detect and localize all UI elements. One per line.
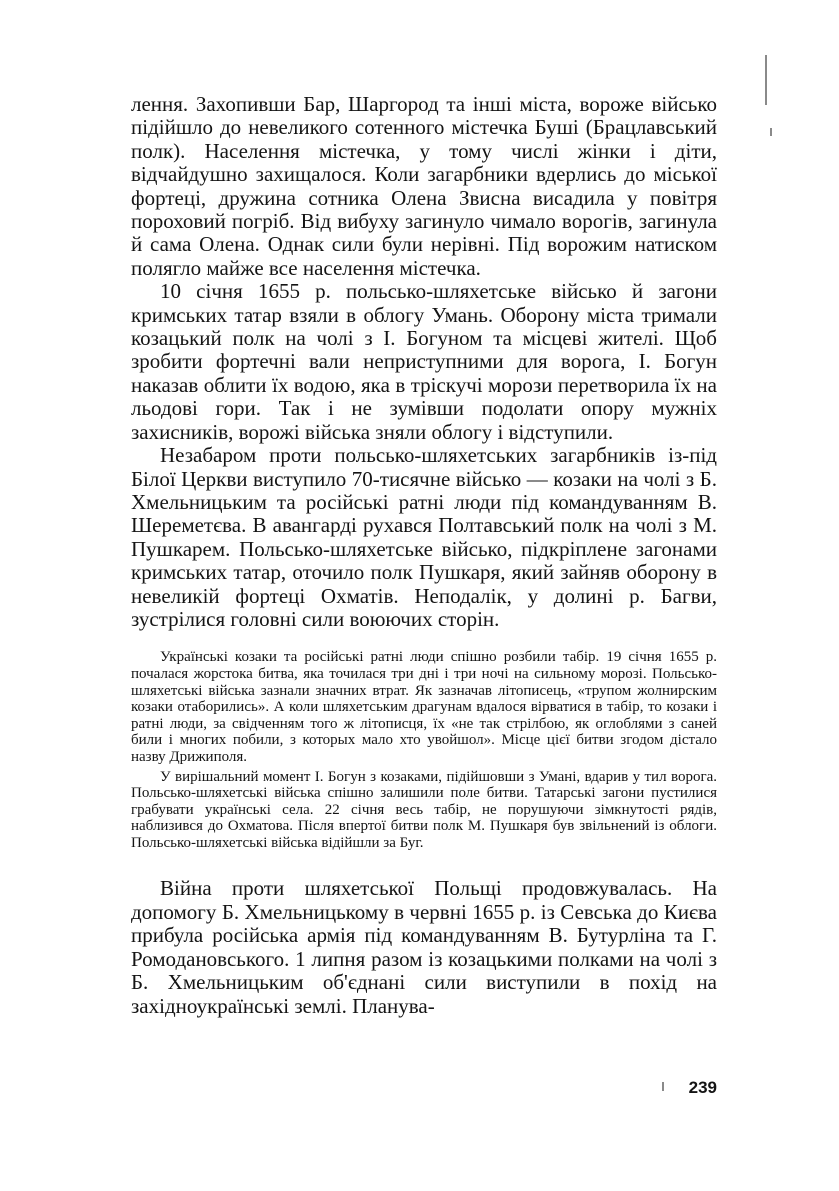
main-text-continued: [131, 877, 717, 1017]
main-text: [131, 93, 717, 631]
scan-edge-mark: [765, 55, 767, 105]
scan-edge-mark: [662, 1082, 664, 1091]
page-number: 239: [688, 1078, 717, 1097]
scan-edge-mark: [770, 128, 772, 136]
small-paragraph-battle: Українські козаки та російські ратні люди спішно розбили табір. 19 січня 1655 р. почалася жорстока битва, яка точилася три дні і три ночі на сильному морозі. Польсько-шляхетські війська зазнали значних втрат. Як зазначав літописець, «трупом жолнирским козаки отаборились». А коли шляхетським драгунам вдалося вірватися в табір, то козаки і ратні люди, за свідченням того ж літописця, їх «не так стрілбою, як оглоблями з саней били і многих побили, з которых мало хто увойшол». Місце цієї битви згодом дістало назву Дрижиполя.: [131, 649, 717, 765]
paragraph-war-continued: Війна проти шляхетської Польщі продовжувалась. На допомогу Б. Хмельницькому в червні 1655 р. із Севська до Києва прибула російська армія під командуванням В. Бутурліна та Г. Ромодановського. 1 липня разом із козацькими полками на чолі з Б. Хмельницьким об'єднані сили виступили в похід на західноукраїнські землі. Планува-: [131, 876, 717, 1018]
paragraph-uman: 10 січня 1655 р. польсько-шляхетське військо й загони кримських татар взяли в облогу Умань. Оборону міста тримали козацький полк на чолі з І. Богуном та місцеві жителі. Щоб зробити фортечні вали неприступними для ворога, І. Богун наказав облити їх водою, яка в тріскучі морози перетворила їх на льодові гори. Так і не зумівши подолати опору мужніх захисників, ворожі війська зняли облогу і відступили.: [131, 279, 717, 444]
small-paragraph-bohun: У вирішальний момент І. Богун з козаками, підійшовши з Умані, вдарив у тил ворога. Польсько-шляхетські війська спішно залишили поле битви. Татарські загони пустилися грабувати українські села. 22 січня весь табір, не порушуючи зімкнутості рядів, наблизився до Охматова. Після впертої битви полк М. Пушкаря був звільнений із облоги. Польсько-шляхетські війська відійшли за Буг.: [131, 768, 717, 851]
page-content: [131, 93, 717, 1018]
paragraph-bila-tserkva: Незабаром проти польсько-шляхетських загарбників із-під Білої Церкви виступило 70-тисячне військо — козаки на чолі з Б. Хмельницьким та російські ратні люди під командуванням В. Шереметєва. В авангарді рухався Полтавський полк на чолі з М. Пушкарем. Польсько-шляхетське військо, підкріплене загонами кримських татар, оточило полк Пушкаря, який зайняв оборону в невеликій фортеці Охматів. Неподалік, у долині р. Багви, зустрілися головні сили воюючих сторін.: [131, 443, 717, 631]
paragraph-bush: лення. Захопивши Бар, Шаргород та інші міста, вороже військо підійшло до невеликого сотенного містечка Буші (Брацлавський полк). Населення містечка, у тому числі жінки і діти, відчайдушно захищалося. Коли загарбники вдерлись до міської фортеці, дружина сотника Олена Звисна висадила у повітря пороховий погріб. Від вибуху загинуло чимало ворогів, загинула й сама Олена. Однак сили були нерівні. Під ворожим натиском полягло майже все населення містечка.: [131, 92, 717, 280]
small-print-section: [131, 649, 717, 851]
